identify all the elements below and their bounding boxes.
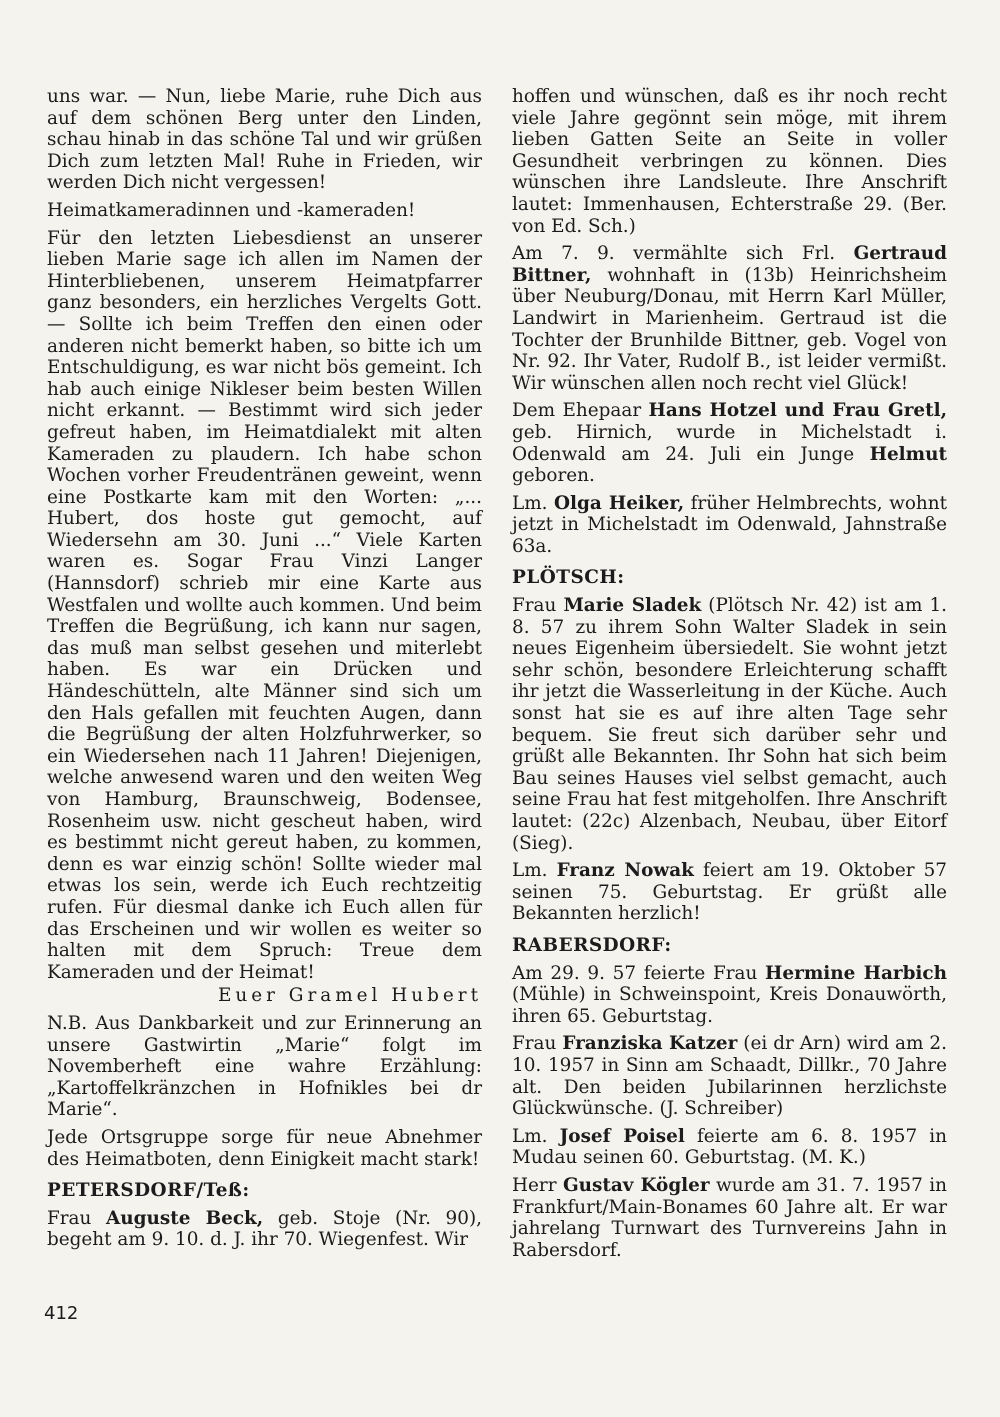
paragraph-harbich: Am 29. 9. 57 feierte Frau Hermine Harbich (Mühle) in Schweinspoint, Kreis Donauwörth, ihren 65. Geburtstag. bbox=[512, 962, 947, 1027]
heading-rabersdorf: RABERSDORF: bbox=[512, 934, 672, 956]
paragraph-nb: N.B. Aus Dankbarkeit und zur Erinnerung an unsere Gastwirtin „Marie“ folgt im Novemberheft eine wahre Erzählung: „Kartoffelkränzchen in Hofnikles bei dr Marie“. bbox=[47, 1012, 482, 1121]
paragraph-thanks: Für den letzten Liebesdienst an unserer lieben Marie sage ich allen im Namen der Hinterbliebenen, unserem Heimatpfarrer ganz besonders, ein herzliches Vergelts Gott. — Sollte ich beim Treffen den einen oder anderen nicht bemerkt haben, so bitte ich um Entschuldigung, es war nicht bös gemeint. Ich hab auch einige Nikleser beim besten Willen nicht erkannt. — Bestimmt wird sich jeder gefreut haben, im Heimatdialekt mit alten Kameraden zu plaudern. Ich habe schon Wochen vorher Freudentränen geweint, wenn eine Postkarte kam mit den Worten: „... Hubert, dos hoste gut gemocht, auf Wiedersehn am 30. Juni ...“ Viele Karten waren es. Sogar Frau Vinzi Langer (Hannsdorf) schrieb mir eine Karte aus Westfalen und wollte auch kommen. Und beim Treffen die Begrüßung, ich kann nur sagen, das muß man selbst gesehen und miterlebt haben. Es war ein Drücken und Händeschütteln, alte Männer sind sich um den Hals gefallen mit feuchten Augen, dann die Begrüßung der alten Holzfuhrwerker, so ein Wiedersehen nach 11 Jahren! Diejenigen, welche anwesend waren und den weiten Weg von Hamburg, Braunschweig, Bodensee, Rosenheim usw. nicht gescheut haben, wird es bestimmt nicht gereut haben, zu kommen, denn es war einzig schön! Sollte wieder mal etwas los sein, werde ich Euch rechtzeitig rufen. Für diesmal danke ich Euch allen für das Erscheinen und wir wollen es weiter so halten mit dem Spruch: Treue dem Kameraden und der Heimat! bbox=[47, 227, 482, 983]
name-hotzel: Hans Hotzel und Frau Gretl, bbox=[648, 400, 948, 422]
paragraph-koegler: Herr Gustav Kögler wurde am 31. 7. 1957 in Frankfurt/Main-Bonames 60 Jahre alt. Er war jahrelang Turnwart des Turnvereins Jahn in Rabersdorf. bbox=[512, 1174, 947, 1261]
name-gustav-koegler: Gustav Kögler bbox=[562, 1174, 710, 1196]
paragraph-birth: Dem Ehepaar Hans Hotzel und Frau Gretl, geb. Hirnich, wurde in Michelstadt i. Odenwald am 24. Juli ein Junge Helmut geboren. bbox=[512, 400, 948, 487]
paragraph-beck: Frau Auguste Beck, geb. Stoje (Nr. 90), begeht am 9. 10. d. J. ihr 70. Wiegenfest. Wir bbox=[47, 1207, 482, 1251]
name-gertraud-bittner: Gertraud Bittner, bbox=[512, 243, 947, 286]
paragraph-nowak: Lm. Franz Nowak feiert am 19. Oktober 57 seinen 75. Geburtstag. Er grüßt alle Bekannten herzlich! bbox=[512, 860, 948, 925]
name-olga-heiker: Olga Heiker, bbox=[554, 492, 685, 514]
name-hermine-harbich: Hermine Harbich bbox=[765, 962, 947, 984]
paragraph-katzer: Frau Franziska Katzer (ei dr Arn) wird am 2. 10. 1957 in Sinn am Schaadt, Dillkr., 70 Jahre alt. Den beiden Jubilarinnen herzlichste Glückwünsche. (J. Schreiber) bbox=[512, 1033, 947, 1120]
name-franz-nowak: Franz Nowak bbox=[556, 860, 694, 882]
name-josef-poisel: Josef Poisel bbox=[559, 1125, 685, 1147]
paragraph-heiker: Lm. Olga Heiker, früher Helmbrechts, wohnt jetzt in Michelstadt im Odenwald, Jahnstraße 63a. bbox=[512, 492, 948, 557]
name-auguste-beck: Auguste Beck, bbox=[106, 1207, 264, 1229]
left-column bbox=[47, 86, 482, 1257]
name-helmut: Helmut bbox=[869, 443, 947, 465]
heading-ploetsch: PLÖTSCH: bbox=[512, 567, 625, 589]
page-number: 412 bbox=[44, 1303, 79, 1324]
paragraph-farewell: uns war. — Nun, liebe Marie, ruhe Dich aus auf dem schönen Berg unter den Linden, schau hinab in das schöne Tal und wir grüßen Dich zum letzten Mal! Ruhe in Frieden, wir werden Dich nicht vergessen! bbox=[47, 86, 482, 194]
paragraph-sladek: Frau Marie Sladek (Plötsch Nr. 42) ist am 1. 8. 57 zu ihrem Sohn Walter Sladek in sein neues Eigenheim übersiedelt. Sie wohnt jetzt sehr schön, besondere Erleichterung schafft ihr jetzt die Wasserleitung in der Küche. Auch sonst hat sie es auf ihre alten Tage sehr bequem. Sie freut sich darüber sehr und grüßt alle Bekannten. Ihr Sohn hat sich beim Bau seines Hauses viel selbst gemacht, auch seine Frau hat fest mitgeholfen. Ihre Anschrift lautet: (22c) Alzenbach, Neubau, über Eitorf (Sieg). bbox=[512, 595, 947, 854]
name-marie-sladek: Marie Sladek bbox=[563, 595, 702, 617]
paragraph-wedding: Am 7. 9. vermählte sich Frl. Gertraud Bittner, wohnhaft in (13b) Heinrichsheim über Neuburg/Donau, mit Herrn Karl Müller, Landwirt in Marienheim. Gertraud ist die Tochter der Brunhilde Bittner, geb. Vogel von Nr. 92. Ihr Vater, Rudolf B., ist leider vermißt. Wir wünschen allen noch recht viel Glück! bbox=[512, 243, 947, 394]
paragraph-salutation: Heimatkameradinnen und -kameraden! bbox=[47, 199, 416, 221]
name-franziska-katzer: Franziska Katzer bbox=[562, 1033, 738, 1055]
paragraph-wishes: hoffen und wünschen, daß es ihr noch recht viele Jahre gegönnt sein möge, mit ihrem lieben Gatten Seite an Seite in voller Gesundheit verbringen zu können. Dies wünschen ihre Landsleute. Ihre Anschrift lautet: Immenhausen, Echterstraße 29. (Ber. von Ed. Sch.) bbox=[512, 86, 947, 237]
signature: Euer Gramel Hubert bbox=[217, 985, 482, 1007]
paragraph-ortsgruppe: Jede Ortsgruppe sorge für neue Abnehmer des Heimatboten, denn Einigkeit macht stark! bbox=[47, 1126, 482, 1170]
heading-petersdorf: PETERSDORF/Teß: bbox=[47, 1180, 250, 1202]
paragraph-poisel: Lm. Josef Poisel feierte am 6. 8. 1957 in Mudau seinen 60. Geburtstag. (M. K.) bbox=[512, 1125, 948, 1169]
right-column bbox=[512, 86, 947, 1267]
